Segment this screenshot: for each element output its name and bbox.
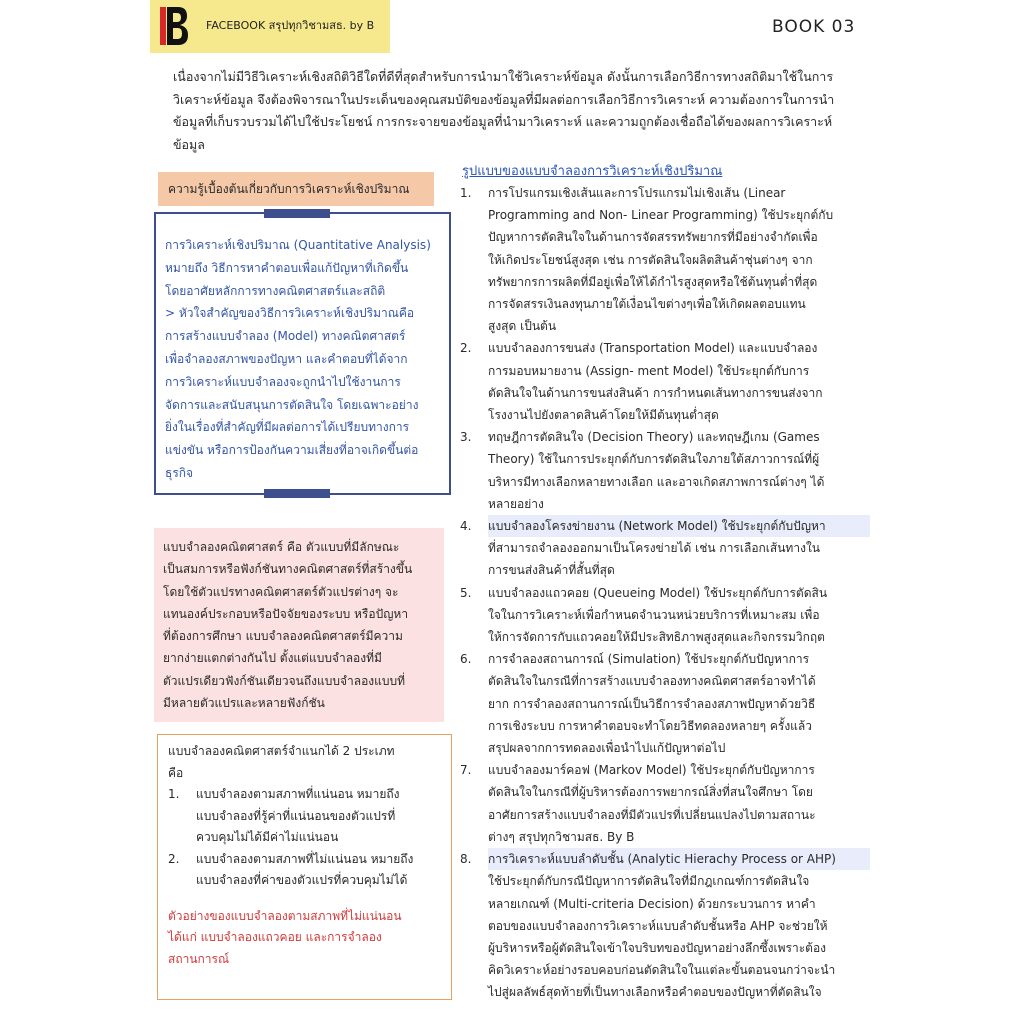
text-line: ใจในการวิเคราะห์เพื่อกำหนดจำนวนหน่วยบริการที่เหมาะสม เพื่อ [488, 607, 820, 622]
logo-text: FACEBOOK สรุปทุกวิชามสธ. by B [206, 19, 375, 32]
item-number: 2. [168, 851, 180, 866]
text-line: มีหลายตัวแปรและหลายฟังก์ชัน [163, 696, 325, 711]
text-line: Theory) ใช้ในการประยุกต์กับการตัดสินใจภายใต้สภาวการณ์ที่ผู้ [488, 452, 820, 467]
text-line: > หัวใจสำคัญของวิธีการวิเคราะห์เชิงปริมาณคือ [165, 306, 415, 321]
example-note [168, 906, 443, 971]
text-line: อาศัยการสร้างแบบจำลองที่มีตัวแปรที่เปลี่ยนแปลงไปตามสถานะ [488, 807, 816, 822]
item-number: 1. [168, 787, 180, 801]
text-line: หมายถึง วิธีการหาคำตอบเพื่อแก้ปัญหาที่เกิดขึ้น [165, 260, 409, 275]
text-line: แบบจำลองที่ค่าของตัวแปรที่ควบคุมไม่ได้ [196, 873, 408, 887]
text-line: ยาก การจำลองสถานการณ์เป็นวิธีการจำลองสภาพปัญหาด้วยวิธี [488, 696, 816, 711]
text-line: สรุปผลจากการทดลองเพื่อนำไปแก้ปัญหาต่อไป [488, 741, 726, 756]
item-number: 5. [460, 585, 472, 600]
text-line: แทนองค์ประกอบหรือปัจจัยของระบบ หรือปัญหา [163, 606, 409, 621]
text-line: คิดวิเคราะห์อย่างรอบคอบก่อนตัดสินใจในแต่ละขั้นตอนจนกว่าจะนำ [488, 963, 836, 978]
model-forms-title: รูปแบบของแบบจำลองการวิเคราะห์เชิงปริมาณ [462, 164, 723, 179]
text-line: ตัดสินใจในด้านการขนส่งสินค้า การกำหนดเส้นทางการขนส่งจาก [488, 385, 823, 400]
list-item [460, 337, 870, 426]
model-types-box [157, 734, 452, 1000]
text-line: ทฤษฎีการตัดสินใจ (Decision Theory) และทฤษฎีเกม (Games [488, 430, 820, 445]
text-line: คือ [168, 765, 184, 780]
box-tab-top [264, 209, 330, 218]
item-number: 7. [460, 763, 472, 778]
text-line: ยากง่ายแตกต่างกันไป ตั้งแต่แบบจำลองที่มี [163, 651, 382, 666]
list-item [460, 182, 870, 337]
text-line: โรงงานไปยังตลาดสินค้าโดยให้มีต้นทุนต่ำสุด [488, 408, 719, 423]
section-title: ความรู้เบื้องต้นเกี่ยวกับการวิเคราะห์เชิงปริมาณ [158, 172, 434, 206]
text-line: ตัดสินใจในกรณีที่ผู้บริหารต้องการพยากรณ์สิ่งที่สนใจศึกษา โดย [488, 785, 813, 800]
text-line: แบบจำลองตามสภาพที่ไม่แน่นอน หมายถึง [196, 851, 414, 866]
intro-paragraph [173, 66, 863, 156]
text-line: โดยใช้ตัวแปรทางคณิตศาสตร์ตัวแปรต่างๆ จะ [163, 584, 399, 599]
book-label: BOOK 03 [772, 17, 856, 37]
text-line: โดยอาศัยหลักการทางคณิตศาสตร์และสถิติ [165, 283, 386, 298]
text-line: ตอบของแบบจำลองการวิเคราะห์แบบลำดับชั้นหรือ AHP จะช่วยให้ [488, 918, 828, 933]
text-line: ที่สามารถจำลองออกมาเป็นโครงข่ายได้ เช่น การเลือกเส้นทางใน [488, 541, 821, 556]
list-item [168, 784, 443, 849]
list-item [460, 648, 870, 759]
text-line: จัดการและสนับสนุนการตัดสินใจ โดยเฉพาะอย่าง [165, 397, 419, 412]
text-line: ยิ่งในเรื่องที่สำคัญที่มีผลต่อการได้เปรียบทางการ [165, 420, 410, 435]
text-line: การมอบหมายงาน (Assign- ment Model) ใช้ประยุกต์กับการ [488, 363, 810, 378]
text-line: บริหารมีทางเลือกหลายทางเลือก และอาจเกิดสภาพการณ์ต่างๆ ได้ [488, 474, 825, 489]
intro-line: ข้อมูลที่เก็บรวบรวมได้ไปใช้ประโยชน์ การกระจายของข้อมูลที่นำมาวิเคราะห์ และความถูกต้องเชื่อถือได้ของผลการวิเคราะห์ [173, 114, 833, 129]
item-number: 4. [460, 519, 472, 534]
text-line: ให้เกิดประโยชน์สูงสุด เช่น การตัดสินใจผลิตสินค้าชุ่นต่างๆ จาก [488, 252, 813, 267]
book-logo-icon [158, 4, 190, 48]
text-line: Programming and Non- Linear Programming) ใช้ประยุกต์กับ [488, 208, 834, 223]
text-line: ได้แก่ แบบจำลองแถวคอย และการจำลอง [168, 930, 382, 944]
text-line: ไปสู่ผลลัพธ์สุดท้ายที่เป็นทางเลือกหรือคำตอบของปัญหาที่ตัดสินใจ [488, 985, 822, 1000]
text-line: เป็นสมการหรือฟังก์ชันทางคณิตศาสตร์ที่สร้างขึ้น [163, 562, 413, 577]
text-line: ตัวแปรเดียวฟังก์ชันเดียวจนถึงแบบจำลองแบบที่ [163, 673, 406, 688]
list-item [168, 849, 443, 892]
text-line: การสร้างแบบจำลอง (Model) ทางคณิตศาสตร์ [165, 329, 406, 344]
math-model-box [154, 528, 444, 722]
item-number: 1. [460, 186, 472, 200]
text-line: ต่างๆ สรุปทุกวิชามสธ. By B [488, 829, 635, 844]
text-line: การจำลองสถานการณ์ (Simulation) ใช้ประยุกต์กับปัญหาการ [488, 652, 810, 667]
model-forms-list [460, 182, 870, 1004]
text-line: ทรัพยากรการผลิตที่มีอยู่เพื่อให้ได้กำไรสูงสุดหรือใช้ต้นทุนต่ำที่สุด [488, 274, 818, 289]
text-line: แบบจำลองคณิตศาสตร์จำแนกได้ 2 ประเภท [168, 744, 395, 758]
text-line: หลายเกณฑ์ (Multi-criteria Decision) ด้วยกระบวนการ หาคำ [488, 896, 816, 911]
list-item [460, 848, 870, 1003]
text-line: แบบจำลองแถวคอย (Queueing Model) ใช้ประยุกต์กับการตัดสิน [488, 585, 828, 600]
item-number: 8. [460, 852, 472, 867]
text-line: แบบจำลองตามสภาพที่แน่นอน หมายถึง [196, 787, 400, 801]
text-line: การวิเคราะห์แบบจำลองจะถูกนำไปใช้งานการ [165, 374, 401, 389]
text-line: การจัดสรรเงินลงทุนภายใต้เงื่อนไขต่างๆเพื่อให้เกิดผลตอบแทน [488, 297, 806, 312]
text-line: การขนส่งสินค้าที่สั้นที่สุด [488, 563, 615, 578]
text-line: แบบจำลองคณิตศาสตร์ คือ ตัวแบบที่มีลักษณะ [163, 540, 400, 554]
text-line: ที่ต้องการศึกษา แบบจำลองคณิตศาสตร์มีความ [163, 629, 403, 644]
text-line: ผู้บริหารหรือผู้ตัดสินใจเข้าใจบริบทของปัญหาอย่างลึกซึ้งเพราะต้อง [488, 940, 827, 955]
text-line: แข่งขัน หรือการป้องกันความเสี่ยงที่อาจเกิดขึ้นต่อ [165, 443, 419, 458]
text-line: แบบจำลองที่รู้ค่าที่แน่นอนของตัวแปรที่ [196, 808, 396, 823]
text-line: แบบจำลองมาร์คอฟ (Markov Model) ใช้ประยุกต์กับปัญหาการ [488, 763, 815, 778]
list-item [460, 582, 870, 649]
logo-banner [150, 0, 390, 53]
text-line: แบบจำลองการขนส่ง (Transportation Model) และแบบจำลอง [488, 341, 818, 356]
text-line: ตัดสินใจในกรณีที่การสร้างแบบจำลองทางคณิตศาสตร์อาจทำได้ [488, 674, 816, 689]
list-item [460, 515, 870, 582]
text-line: การเชิงระบบ การหาคำตอบจะทำโดยวิธีทดลองหลายๆ ครั้งแล้ว [488, 718, 813, 733]
text-line: ใช้ประยุกต์กับกรณีปัญหาการตัดสินใจที่มีกฎเกณฑ์การตัดสินใจ [488, 874, 810, 889]
text-line: ปัญหาการตัดสินใจในด้านการจัดสรรทรัพยากรที่มีอย่างจำกัดเพื่อ [488, 230, 818, 245]
model-types-list [168, 784, 443, 892]
text-line: ควบคุมไม่ได้มีค่าไม่แน่นอน [196, 830, 339, 844]
text-line: การวิเคราะห์เชิงปริมาณ (Quantitative Analysis) [165, 238, 431, 252]
intro-line: วิเคราะห์ข้อมูล จึงต้องพิจารณาในประเด็นของคุณสมบัติของข้อมูลที่มีผลต่อการเลือกวิธีการวิเคราะห์ ความต้องการในการนำ [173, 91, 835, 107]
text-line: ตัวอย่างของแบบจำลองตามสภาพที่ไม่แน่นอน [168, 908, 402, 923]
text-line: สถานการณ์ [168, 951, 230, 966]
text-line: เพื่อจำลองสภาพของปัญหา และคำตอบที่ได้จาก [165, 351, 408, 366]
text-line: การโปรแกรมเชิงเส้นและการโปรแกรมไม่เชิงเส้น (Linear [488, 186, 786, 200]
text-line: ธุรกิจ [165, 465, 194, 480]
text-line: สูงสุด เป็นต้น [488, 319, 557, 334]
list-item [460, 759, 870, 848]
item-number: 2. [460, 341, 472, 356]
intro-line: ข้อมูล [173, 136, 205, 152]
quantitative-analysis-box [154, 212, 451, 495]
intro-line: เนื่องจากไม่มีวิธีวิเคราะห์เชิงสถิติวิธีใดที่ดีที่สุดสำหรับการนำมาใช้วิเคราะห์ข้อมูล ดังนั้นการเลือกวิธีการทางสถิติมาใช้ในการ [173, 69, 834, 84]
item-number: 6. [460, 652, 472, 667]
item-number: 3. [460, 430, 472, 445]
box-tab-bottom [264, 489, 330, 498]
text-line: การวิเคราะห์แบบลำดับชั้น (Analytic Hierachy Process or AHP) [488, 848, 870, 870]
definition-text [165, 234, 450, 485]
text-line: ให้การจัดการกับแถวคอยให้มีประสิทธิภาพสูงสุดและกิจกรรมวิกฤต [488, 630, 825, 645]
text-line: แบบจำลองโครงข่ายงาน (Network Model) ใช้ประยุกต์กับปัญหา [488, 515, 870, 537]
list-item [460, 426, 870, 515]
text-line: หลายอย่าง [488, 496, 544, 511]
